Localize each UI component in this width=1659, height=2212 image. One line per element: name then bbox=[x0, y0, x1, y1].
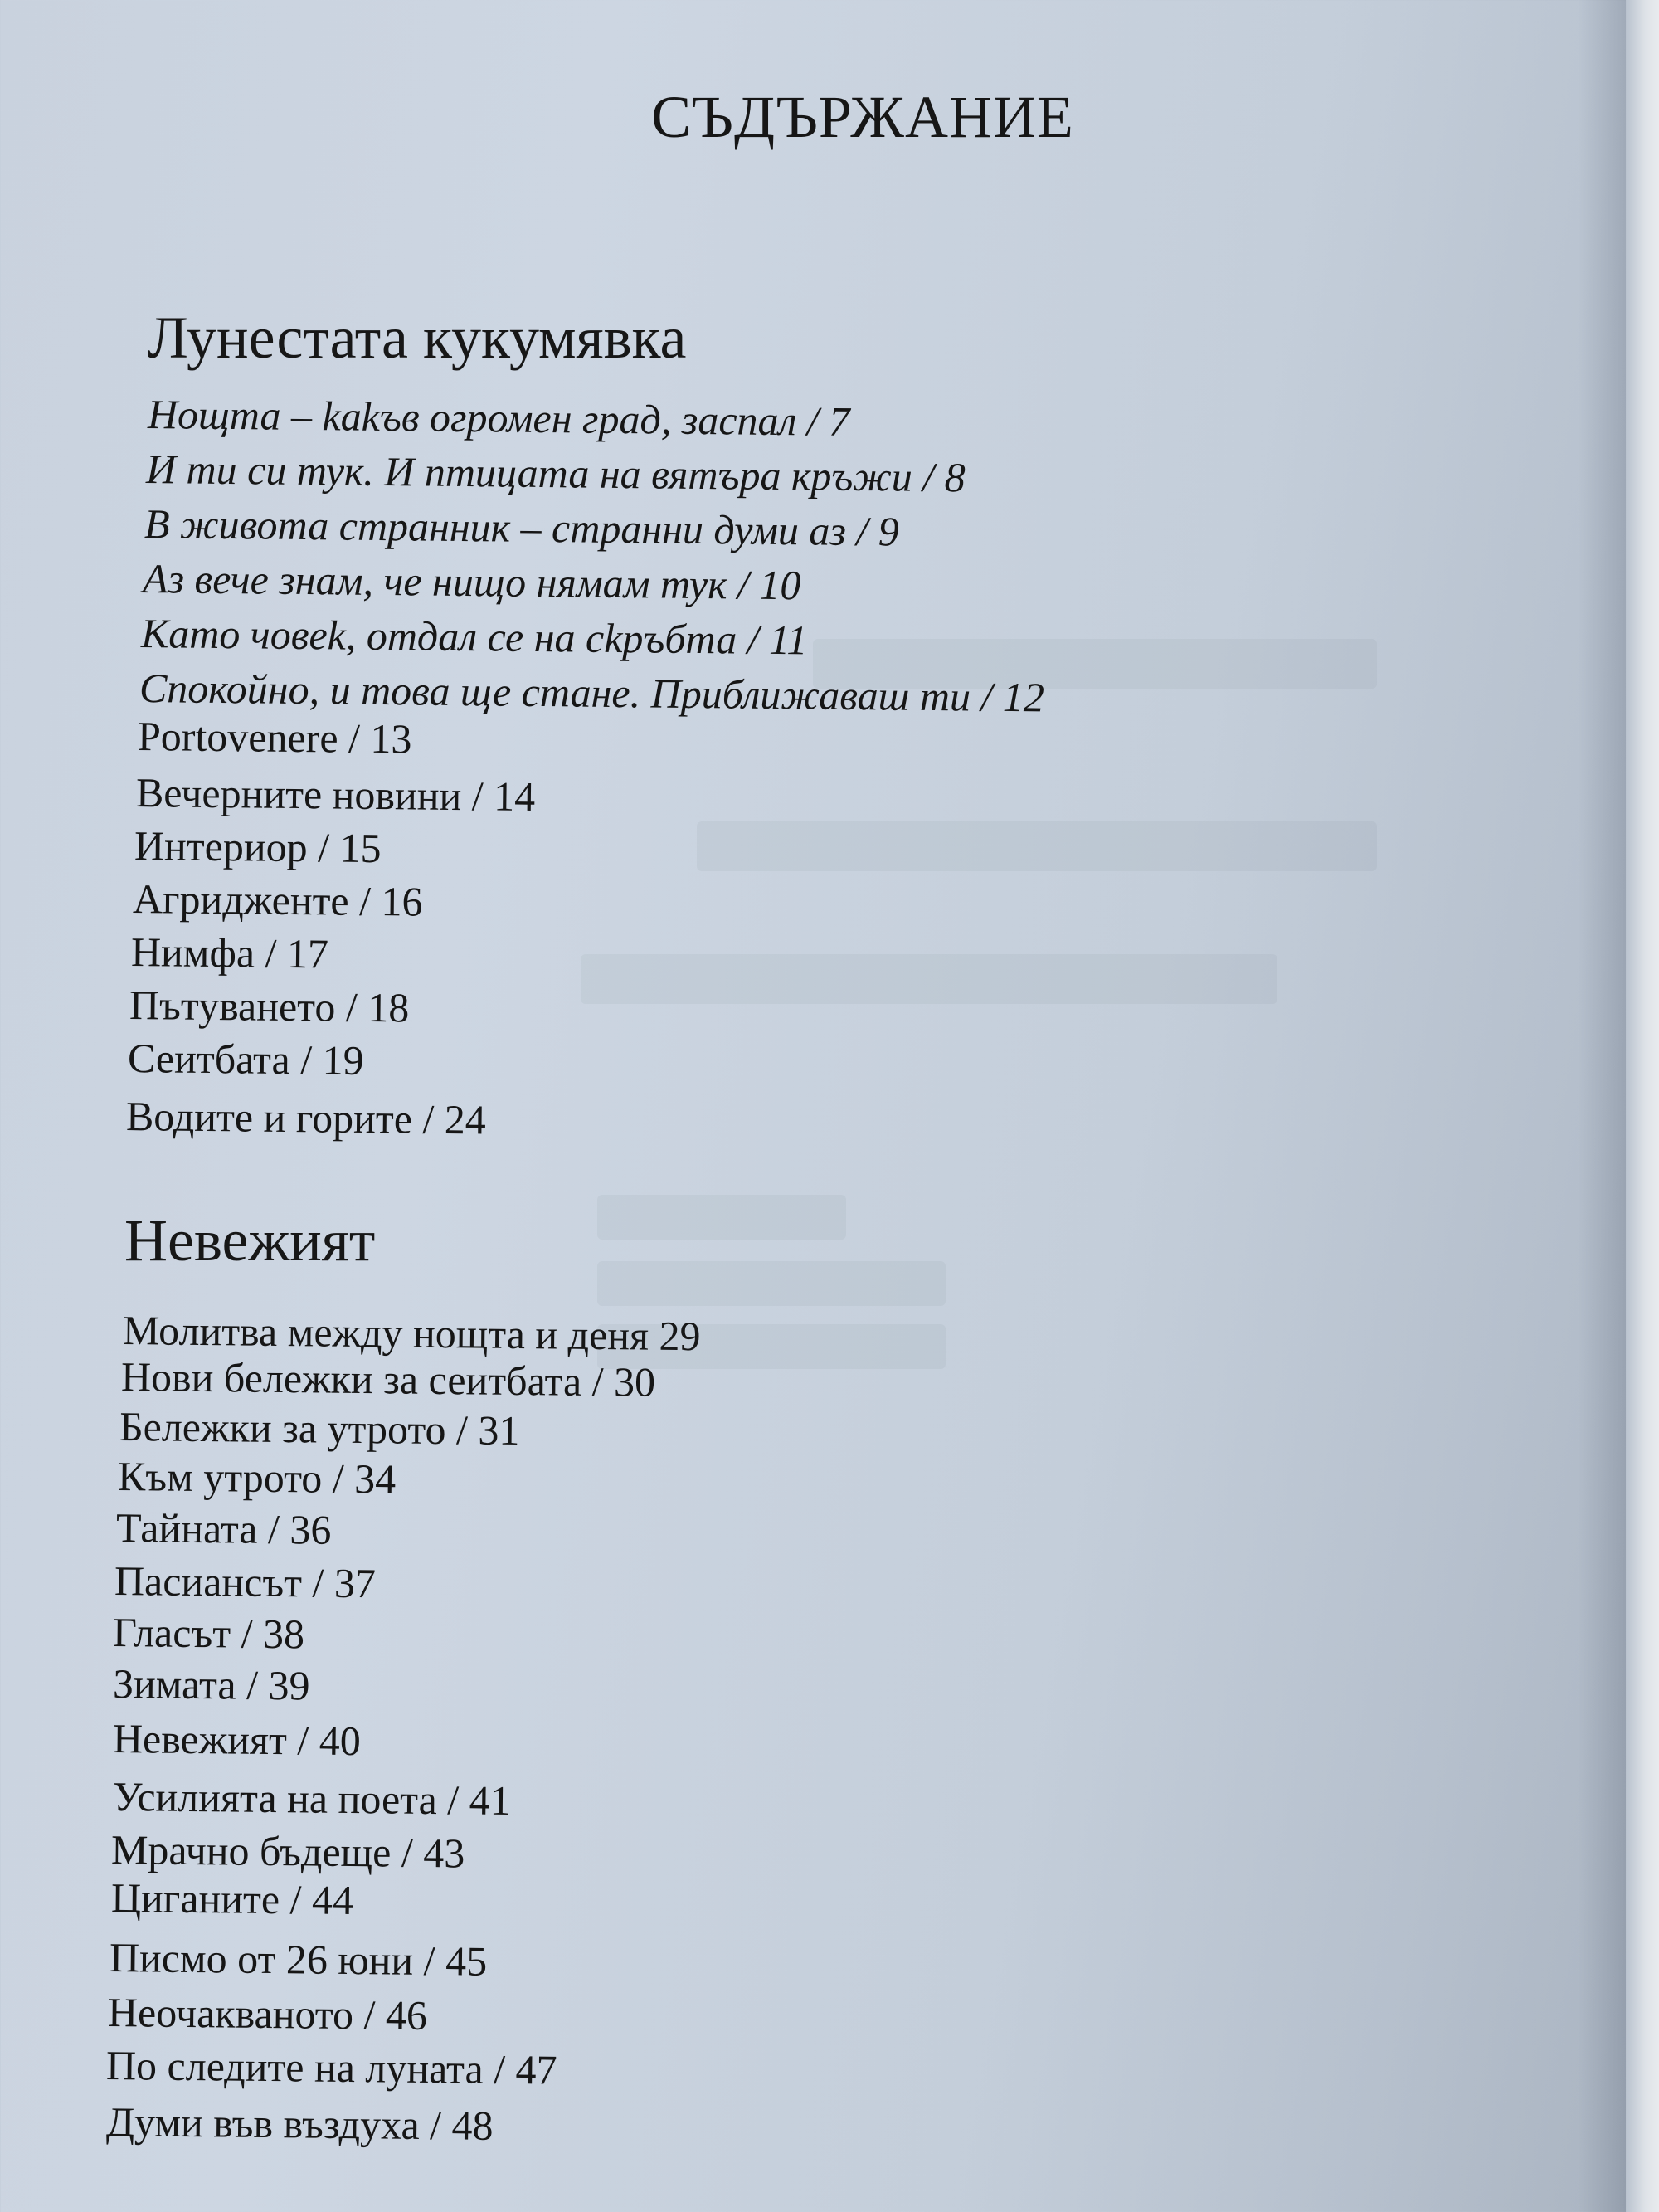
toc-entry: Зимата / 39 bbox=[112, 1660, 310, 1709]
toc-entry: Бележки за утрото / 31 bbox=[119, 1403, 520, 1454]
toc-entry: Усилията на поета / 41 bbox=[112, 1773, 512, 1825]
toc-entry: Писмо от 26 юни / 45 bbox=[109, 1934, 488, 1985]
toc-entry: Невежият / 40 bbox=[112, 1715, 362, 1765]
toc-entry: Вечерните новини / 14 bbox=[135, 769, 536, 821]
toc-entry: Циганите / 44 bbox=[110, 1874, 354, 1924]
toc-entry: Сеитбата / 19 bbox=[127, 1035, 364, 1084]
show-through-texture bbox=[597, 1324, 946, 1369]
toc-entry: Portovenere / 13 bbox=[137, 713, 412, 763]
toc-entry: Агридженте / 16 bbox=[132, 875, 423, 925]
show-through-texture bbox=[597, 1195, 846, 1240]
toc-entry: Неочакваното / 46 bbox=[107, 1989, 428, 2039]
section-title-2: Невежият bbox=[124, 1207, 376, 1274]
toc-entry: Нимфа / 17 bbox=[130, 928, 329, 977]
toc-entry: В живота странник – странни думи аз / 9 bbox=[144, 500, 900, 555]
toc-entry: Мрачно бъдеще / 43 bbox=[110, 1826, 465, 1877]
show-through-texture bbox=[697, 821, 1377, 871]
section-title-1: Лунестата кукумявка bbox=[148, 305, 687, 371]
toc-entry: Пасиансът / 37 bbox=[114, 1557, 377, 1607]
toc-entry: И ти си тук. И птицата на вятъра кръжи / 8 bbox=[145, 446, 966, 501]
toc-entry: Думи във въздуха / 48 bbox=[105, 2098, 494, 2149]
show-through-texture bbox=[597, 1261, 946, 1306]
toc-entry: Гласът / 38 bbox=[112, 1609, 305, 1658]
toc-entry: По следите на луната / 47 bbox=[105, 2042, 557, 2093]
show-through-texture bbox=[813, 639, 1377, 689]
toc-entry: Спокойно, и това ще стане. Приближаваш ти / 12 bbox=[139, 665, 1045, 721]
toc-entry: Пътуването / 18 bbox=[129, 982, 410, 1031]
page-heading: СЪДЪРЖАНИЕ bbox=[651, 84, 1074, 150]
toc-entry: Нощта – kakъв огромен град, заспал / 7 bbox=[147, 391, 850, 445]
toc-entry: Молитва между нощта и деня 29 bbox=[122, 1307, 701, 1360]
show-through-texture bbox=[581, 954, 1277, 1004]
toc-entry: Тайната / 36 bbox=[115, 1504, 332, 1553]
toc-entry: Аз вече знам, че нищо нямам тук / 10 bbox=[142, 555, 801, 609]
toc-entry: Интериор / 15 bbox=[134, 822, 382, 872]
toc-entry: Kато човеk, отдал се на сkръбта / 11 bbox=[140, 610, 808, 664]
adjacent-page-edge bbox=[1626, 0, 1659, 2212]
toc-entry: Към утрото / 34 bbox=[117, 1453, 397, 1503]
toc-entry: Нови бележки за сеитбата / 30 bbox=[120, 1353, 656, 1406]
page-fold-shadow bbox=[1578, 0, 1627, 2212]
toc-entry: Водите и горите / 24 bbox=[125, 1093, 487, 1143]
